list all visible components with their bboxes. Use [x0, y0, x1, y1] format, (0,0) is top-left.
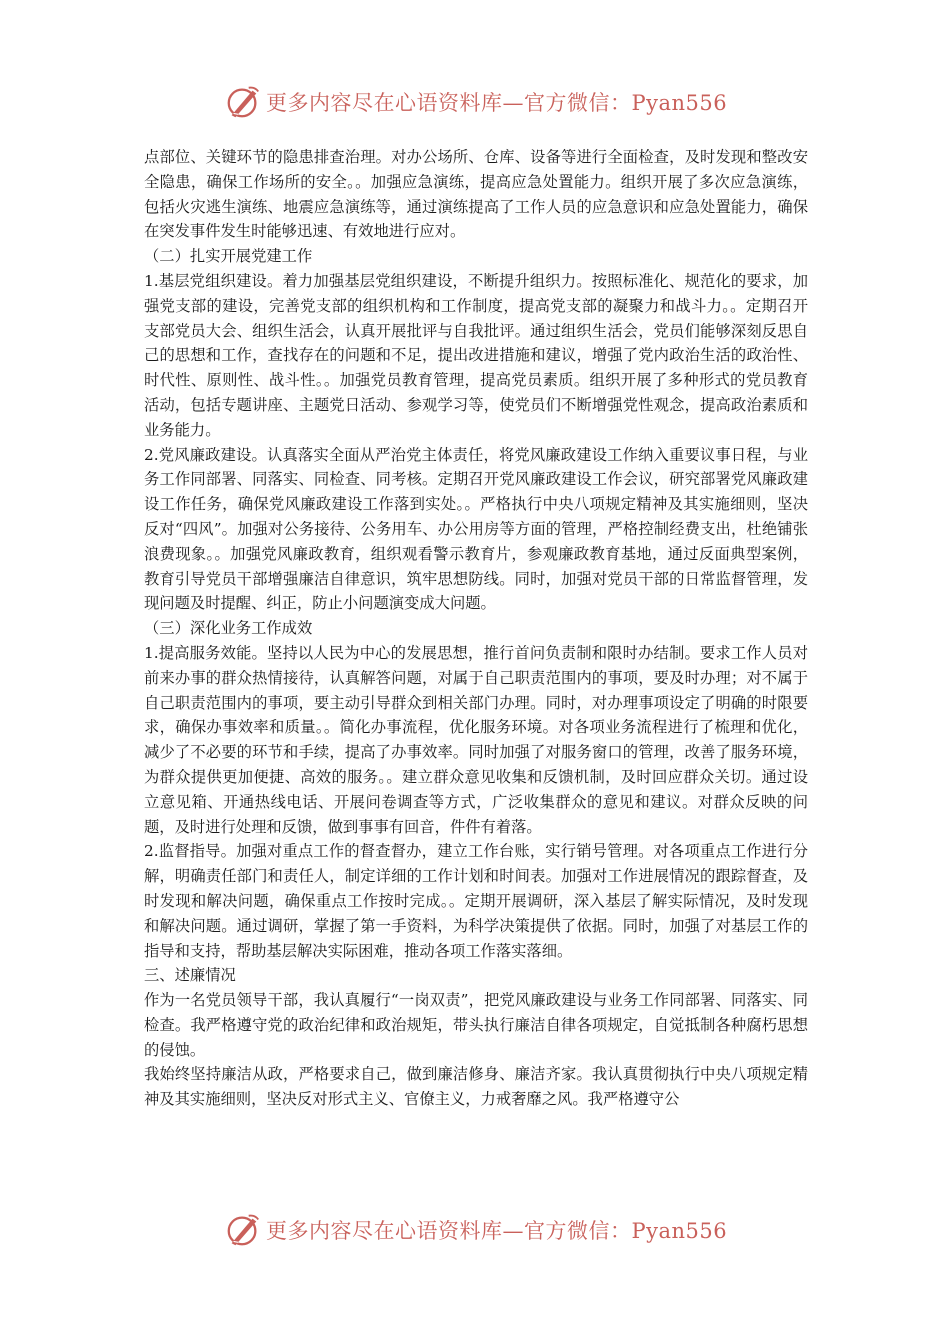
- section-heading-party-building: （二）扎实开展党建工作: [144, 247, 313, 266]
- paragraph-grassroots-organization: 1.基层党组织建设。着力加强基层党组织建设，不断提升组织力。按照标准化、规范化的要求，加强党支部的建设，完善党支部的组织机构和工作制度，提高党支部的凝聚力和战斗力。。定期召开支部党员大会、组织生活会，认真开展批评与自我批评。通过组织生活会，党员们能够深刻反思自己的思想和工作，查找存在的问题和不足，提出改进措施和建议，增强了党内政治生活的政治性、时代性、原则性、战斗性。。加强党员教育管理，提高党员素质。组织开展了多种形式的党员教育活动，包括专题讲座、主题党日活动、参观学习等，使党员们不断增强党性观念，提高政治素质和业务能力。: [144, 271, 808, 439]
- paragraph-dual-responsibility: 作为一名党员领导干部，我认真履行“一岗双责”，把党风廉政建设与业务工作同部署、同落实、同检查。我严格遵守党的政治纪律和政治规矩，带头执行廉洁自律各项规定，自觉抵制各种腐朽思想的侵蚀。: [144, 991, 808, 1059]
- banner-text: 更多内容尽在心语资料库—官方微信：Pyan556: [266, 1219, 728, 1243]
- section-heading-integrity-report: 三、述廉情况: [144, 966, 236, 985]
- pen-in-circle-logo-icon: [224, 1211, 262, 1249]
- pen-in-circle-logo-icon: [224, 83, 262, 121]
- paragraph-service-efficiency: 1.提高服务效能。坚持以人民为中心的发展思想，推行首问负责制和限时办结制。要求工作人员对前来办事的群众热情接待，认真解答问题，对属于自己职责范围内的事项，要及时办理；对不属于自己职责范围内的事项，要主动引导群众到相关部门办理。同时，对办理事项设定了明确的时限要求，确保办事效率和质量。。简化办事流程，优化服务环境。对各项业务流程进行了梳理和优化，减少了不必要的环节和手续，提高了办事效率。同时加强了对服务窗口的管理，改善了服务环境，为群众提供更加便捷、高效的服务。。建立群众意见收集和反馈机制，及时回应群众关切。通过设立意见箱、开通热线电话、开展问卷调查等方式，广泛收集群众的意见和建议。对群众反映的问题，及时进行处理和反馈，做到事事有回音，件件有着落。: [144, 643, 808, 836]
- footer-watermark-banner: [224, 1210, 744, 1250]
- paragraph-supervision-guidance: 2.监督指导。加强对重点工作的督查督办，建立工作台账，实行销号管理。对各项重点工作进行分解，明确责任部门和责任人，制定详细的工作计划和时间表。加强对工作进展情况的跟踪督查，及时发现和解决问题，确保重点工作按时完成。。定期开展调研，深入基层了解实际情况，及时发现和解决问题。通过调研，掌握了第一手资料，为科学决策提供了依据。同时，加强了对基层工作的指导和支持，帮助基层解决实际困难，推动各项工作落实落细。: [144, 842, 808, 960]
- banner-text: 更多内容尽在心语资料库—官方微信：Pyan556: [266, 91, 728, 115]
- document-body: [144, 145, 808, 1112]
- paragraph-clean-conduct: 我始终坚持廉洁从政，严格要求自己，做到廉洁修身、廉洁齐家。我认真贯彻执行中央八项规定精神及其实施细则，坚决反对形式主义、官僚主义，力戒奢靡之风。我严格遵守公: [144, 1065, 808, 1109]
- header-watermark-banner: [224, 82, 744, 122]
- paragraph-safety-inspection: 点部位、关键环节的隐患排查治理。对办公场所、仓库、设备等进行全面检查，及时发现和整改安全隐患，确保工作场所的安全。。加强应急演练，提高应急处置能力。组织开展了多次应急演练，包括火灾逃生演练、地震应急演练等，通过演练提高了工作人员的应急意识和应急处置能力，确保在突发事件发生时能够迅速、有效地进行应对。: [144, 148, 808, 241]
- section-heading-business-work: （三）深化业务工作成效: [144, 619, 313, 638]
- paragraph-clean-governance: 2.党风廉政建设。认真落实全面从严治党主体责任，将党风廉政建设工作纳入重要议事日程，与业务工作同部署、同落实、同检查、同考核。定期召开党风廉政建设工作会议，研究部署党风廉政建设工作任务，确保党风廉政建设工作落到实处。。严格执行中央八项规定精神及其实施细则，坚决反对“四风”。加强对公务接待、公务用车、办公用房等方面的管理，严格控制经费支出，杜绝铺张浪费现象。。加强党风廉政教育，组织观看警示教育片，参观廉政教育基地，通过反面典型案例，教育引导党员干部增强廉洁自律意识，筑牢思想防线。同时，加强对党员干部的日常监督管理，发现问题及时提醒、纠正，防止小问题演变成大问题。: [144, 445, 808, 613]
